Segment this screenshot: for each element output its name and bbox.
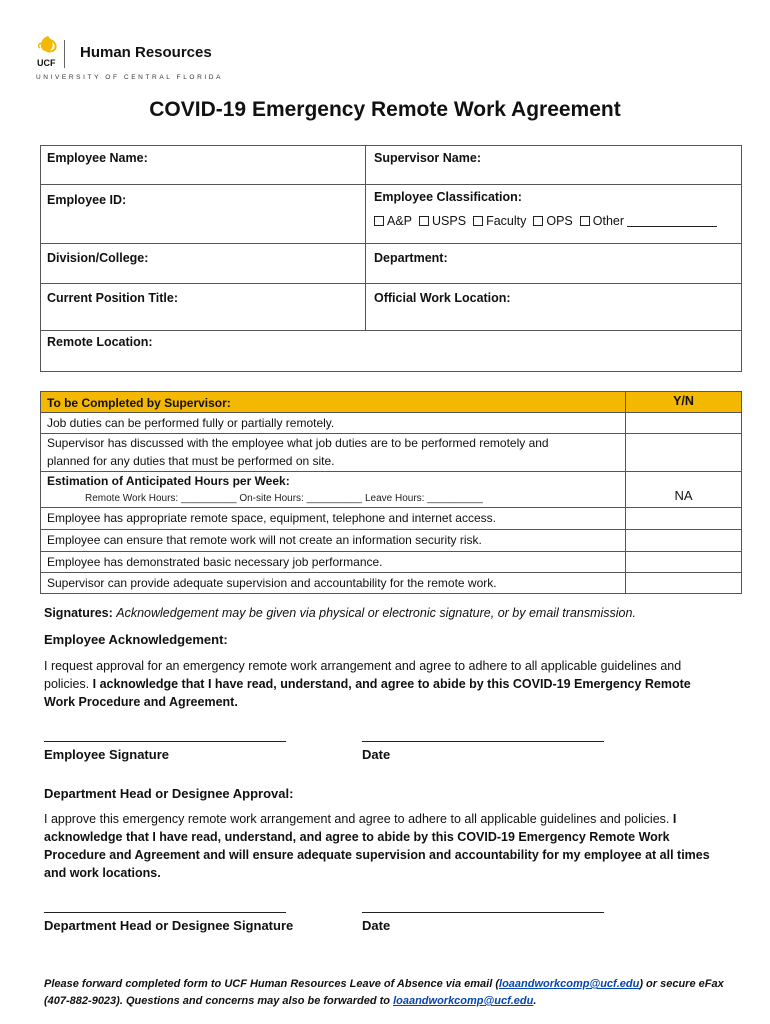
table-row: Employee has appropriate remote space, equipment, telephone and internet access. xyxy=(41,508,741,530)
logo-title: Human Resources xyxy=(80,44,212,61)
dept-approval-paragraph: I approve this emergency remote work arrangement and agree to adhere to all applicable guidelines and policies. I acknowledge that I have read, understand, and agree to abide by this COVID-19 Emergency Remote Work Procedure and Agreement and will ensure adequate supervision and accountability for my employee at all times and work locations. xyxy=(44,812,710,880)
current-position-title-label: Current Position Title: xyxy=(47,291,179,305)
checkbox-icon[interactable] xyxy=(533,216,543,226)
employee-id-label: Employee ID: xyxy=(47,193,127,207)
employee-date-line[interactable] xyxy=(362,741,604,742)
checkbox-icon[interactable] xyxy=(473,216,483,226)
supervisor-name-label: Supervisor Name: xyxy=(374,151,481,165)
yn-cell[interactable] xyxy=(626,530,741,551)
yn-cell[interactable] xyxy=(626,472,741,507)
table-row: Job duties can be performed fully or partially remotely. xyxy=(41,413,741,434)
employee-classification-field xyxy=(366,185,741,243)
logo-divider xyxy=(64,40,65,68)
supervisor-table xyxy=(40,391,742,594)
supervisor-name-field[interactable] xyxy=(366,146,741,184)
employee-ack-heading: Employee Acknowledgement: xyxy=(44,632,228,647)
employee-signature-label: Employee Signature xyxy=(44,747,169,762)
dept-signature-line[interactable] xyxy=(44,912,286,913)
table-row: Employee can ensure that remote work will not create an information security risk. xyxy=(41,530,741,552)
employee-id-field[interactable] xyxy=(41,185,366,243)
logo-subtitle: UNIVERSITY OF CENTRAL FLORIDA xyxy=(36,74,224,81)
current-position-title-field[interactable] xyxy=(41,284,366,330)
official-work-location-field[interactable] xyxy=(366,284,741,330)
employee-ack-paragraph: I request approval for an emergency remote work arrangement and agree to adhere to all applicable guidelines and policies. I acknowledge that I have read, understand, and agree to abide by this COVID-19 Emergency Remote Work Procedure and Agreement. xyxy=(44,659,691,709)
pegasus-icon xyxy=(34,34,62,74)
employee-name-label: Employee Name: xyxy=(47,151,148,165)
info-row xyxy=(40,243,742,283)
classification-options xyxy=(374,214,717,228)
department-field[interactable] xyxy=(366,244,741,283)
classification-option[interactable]: Other xyxy=(580,214,717,228)
dept-date-label: Date xyxy=(362,918,391,933)
division-college-field[interactable] xyxy=(41,244,366,283)
supervisor-table-header xyxy=(41,392,741,413)
checkbox-icon[interactable] xyxy=(374,216,384,226)
table-row: Supervisor has discussed with the employee what job duties are to be performed remotely and planned for any duties that must be performed on site. xyxy=(41,434,741,472)
classification-option[interactable]: OPS xyxy=(533,214,572,228)
table-row: Supervisor can provide adequate supervision and accountability for the remote work. xyxy=(41,573,741,594)
other-fill-line[interactable] xyxy=(627,216,717,227)
table-row: Estimation of Anticipated Hours per Week: Remote Work Hours: __________ On-site Hours: __________ Leave Hours: __________ NA xyxy=(41,472,741,508)
info-row xyxy=(40,283,742,330)
classification-option[interactable]: A&P xyxy=(374,214,412,228)
yn-header: Y/N xyxy=(673,394,694,408)
employee-classification-label: Employee Classification: xyxy=(374,190,522,204)
official-work-location-label: Official Work Location: xyxy=(374,291,511,305)
yn-cell[interactable] xyxy=(626,552,741,572)
dept-date-line[interactable] xyxy=(362,912,604,913)
ucf-logo xyxy=(34,34,254,86)
checkbox-icon[interactable] xyxy=(419,216,429,226)
division-college-label: Division/College: xyxy=(47,251,149,265)
employee-name-field[interactable] xyxy=(41,146,366,184)
document-title: COVID-19 Emergency Remote Work Agreement xyxy=(149,98,621,121)
checkbox-icon[interactable] xyxy=(580,216,590,226)
employee-signature-line[interactable] xyxy=(44,741,286,742)
svg-text:UCF: UCF xyxy=(37,58,56,68)
hours-na-value: NA xyxy=(674,488,693,503)
email-link[interactable]: loaandworkcomp@ucf.edu xyxy=(499,978,640,990)
hours-fill-line[interactable]: Remote Work Hours: __________ On-site Hours: __________ Leave Hours: __________ xyxy=(85,493,483,504)
department-label: Department: xyxy=(374,251,448,265)
yn-cell[interactable] xyxy=(626,508,741,529)
footer-note: Please forward completed form to UCF Human Resources Leave of Absence via email (loaandworkcomp@ucf.edu) or secure eFax (407-882-9023). Questions and concerns may also be forwarded to loaandworkcomp@ucf.edu. xyxy=(44,978,724,1007)
remote-location-field[interactable] xyxy=(40,330,742,372)
classification-option[interactable]: USPS xyxy=(419,214,466,228)
supervisor-header-label: To be Completed by Supervisor: xyxy=(47,396,231,410)
dept-approval-heading: Department Head or Designee Approval: xyxy=(44,786,294,801)
classification-option[interactable]: Faculty xyxy=(473,214,526,228)
signatures-note: Signatures: Acknowledgement may be given via physical or electronic signature, or by email transmission. xyxy=(44,606,636,620)
dept-signature-label: Department Head or Designee Signature xyxy=(44,918,294,933)
yn-cell[interactable] xyxy=(626,434,741,471)
remote-location-label: Remote Location: xyxy=(47,335,153,349)
yn-cell[interactable] xyxy=(626,413,741,433)
info-row xyxy=(40,184,742,243)
table-row: Employee has demonstrated basic necessary job performance. xyxy=(41,552,741,573)
info-row xyxy=(40,145,742,184)
email-link[interactable]: loaandworkcomp@ucf.edu xyxy=(393,995,534,1007)
yn-cell[interactable] xyxy=(626,573,741,594)
employee-date-label: Date xyxy=(362,747,391,762)
